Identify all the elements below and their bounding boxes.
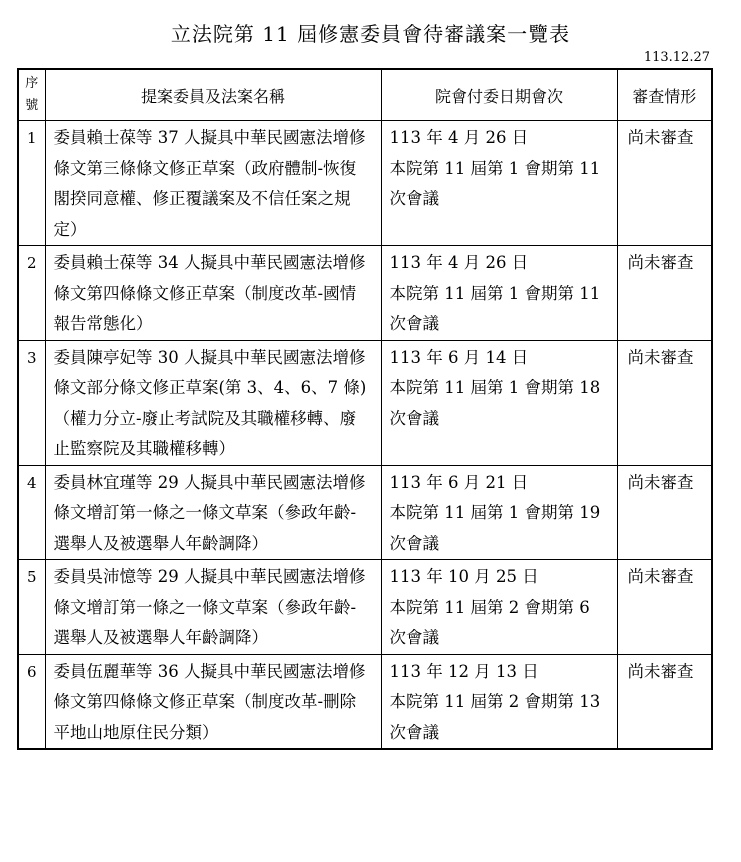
document-date: 113.12.27 bbox=[643, 50, 710, 65]
row-referral-session: 本院第 11 屆第 1 會期第 18 次會議 bbox=[389, 378, 601, 428]
row-proposal: 委員吳沛憶等 29 人擬具中華民國憲法增修條文增訂第一條之一條文草案（參政年齡-選舉人及被選舉人年齡調降） bbox=[45, 560, 381, 655]
row-referral bbox=[381, 465, 617, 560]
row-referral-session: 本院第 11 屆第 1 會期第 11 次會議 bbox=[389, 158, 601, 208]
row-referral-date: 113 年 10 月 25 日 bbox=[389, 567, 539, 586]
row-status: 尚未審查 bbox=[617, 246, 712, 341]
row-referral bbox=[381, 340, 617, 465]
row-referral-date: 113 年 6 月 21 日 bbox=[389, 472, 529, 492]
row-seq: 4 bbox=[18, 465, 45, 560]
row-seq: 3 bbox=[18, 340, 45, 465]
row-seq: 2 bbox=[18, 246, 45, 341]
table-row bbox=[18, 560, 712, 655]
row-proposal: 委員伍麗華等 36 人擬具中華民國憲法增修條文第四條條文修正草案（制度改革-刪除平地山地原住民分類） bbox=[45, 654, 381, 749]
row-referral-date: 113 年 6 月 14 日 bbox=[389, 347, 529, 367]
row-proposal: 委員林宜瑾等 29 人擬具中華民國憲法增修條文增訂第一條之一條文草案（參政年齡-選舉人及被選舉人年齡調降） bbox=[45, 465, 381, 560]
table-header-row bbox=[18, 69, 712, 121]
row-status: 尚未審查 bbox=[617, 340, 712, 465]
table-row bbox=[18, 246, 712, 341]
table-row bbox=[18, 654, 712, 749]
row-referral-date: 113 年 4 月 26 日 bbox=[389, 253, 529, 272]
row-seq: 6 bbox=[18, 654, 45, 749]
row-proposal: 委員賴士葆等 34 人擬具中華民國憲法增修條文第四條條文修正草案（制度改革-國情報告常態化） bbox=[45, 246, 381, 341]
row-status: 尚未審查 bbox=[617, 465, 712, 560]
row-referral bbox=[381, 246, 617, 341]
column-header-seq: 序號 bbox=[18, 69, 45, 121]
row-referral-session: 本院第 11 屆第 2 會期第 6 次會議 bbox=[389, 597, 590, 647]
row-seq: 5 bbox=[18, 560, 45, 655]
row-status: 尚未審查 bbox=[617, 121, 712, 246]
row-referral-date: 113 年 4 月 26 日 bbox=[389, 128, 529, 147]
column-header-status: 審查情形 bbox=[617, 69, 712, 121]
row-status: 尚未審查 bbox=[617, 654, 712, 749]
row-referral-session: 本院第 11 屆第 1 會期第 11 次會議 bbox=[389, 283, 601, 333]
table-row bbox=[18, 340, 712, 465]
row-referral bbox=[381, 560, 617, 655]
row-referral-session: 本院第 11 屆第 2 會期第 13 次會議 bbox=[389, 692, 601, 742]
row-proposal: 委員陳亭妃等 30 人擬具中華民國憲法增修條文部分條文修正草案(第 3、4、6、7 條)（權力分立-廢止考試院及其職權移轉、廢止監察院及其職權移轉） bbox=[45, 340, 381, 465]
row-referral-session: 本院第 11 屆第 1 會期第 19 次會議 bbox=[389, 503, 601, 553]
row-proposal: 委員賴士葆等 37 人擬具中華民國憲法增修條文第三條條文修正草案（政府體制-恢復閣揆同意權、修正覆議案及不信任案之規定） bbox=[45, 121, 381, 246]
table-row bbox=[18, 465, 712, 560]
row-seq: 1 bbox=[18, 121, 45, 246]
row-status: 尚未審查 bbox=[617, 560, 712, 655]
column-header-referral: 院會付委日期會次 bbox=[381, 69, 617, 121]
row-referral-date: 113 年 12 月 13 日 bbox=[389, 661, 539, 681]
page-title: 立法院第 11 屆修憲委員會待審議案一覽表 bbox=[170, 22, 571, 46]
column-header-proposal: 提案委員及法案名稱 bbox=[45, 69, 381, 121]
table-row bbox=[18, 121, 712, 246]
row-referral bbox=[381, 654, 617, 749]
row-referral bbox=[381, 121, 617, 246]
bills-table bbox=[17, 68, 713, 750]
